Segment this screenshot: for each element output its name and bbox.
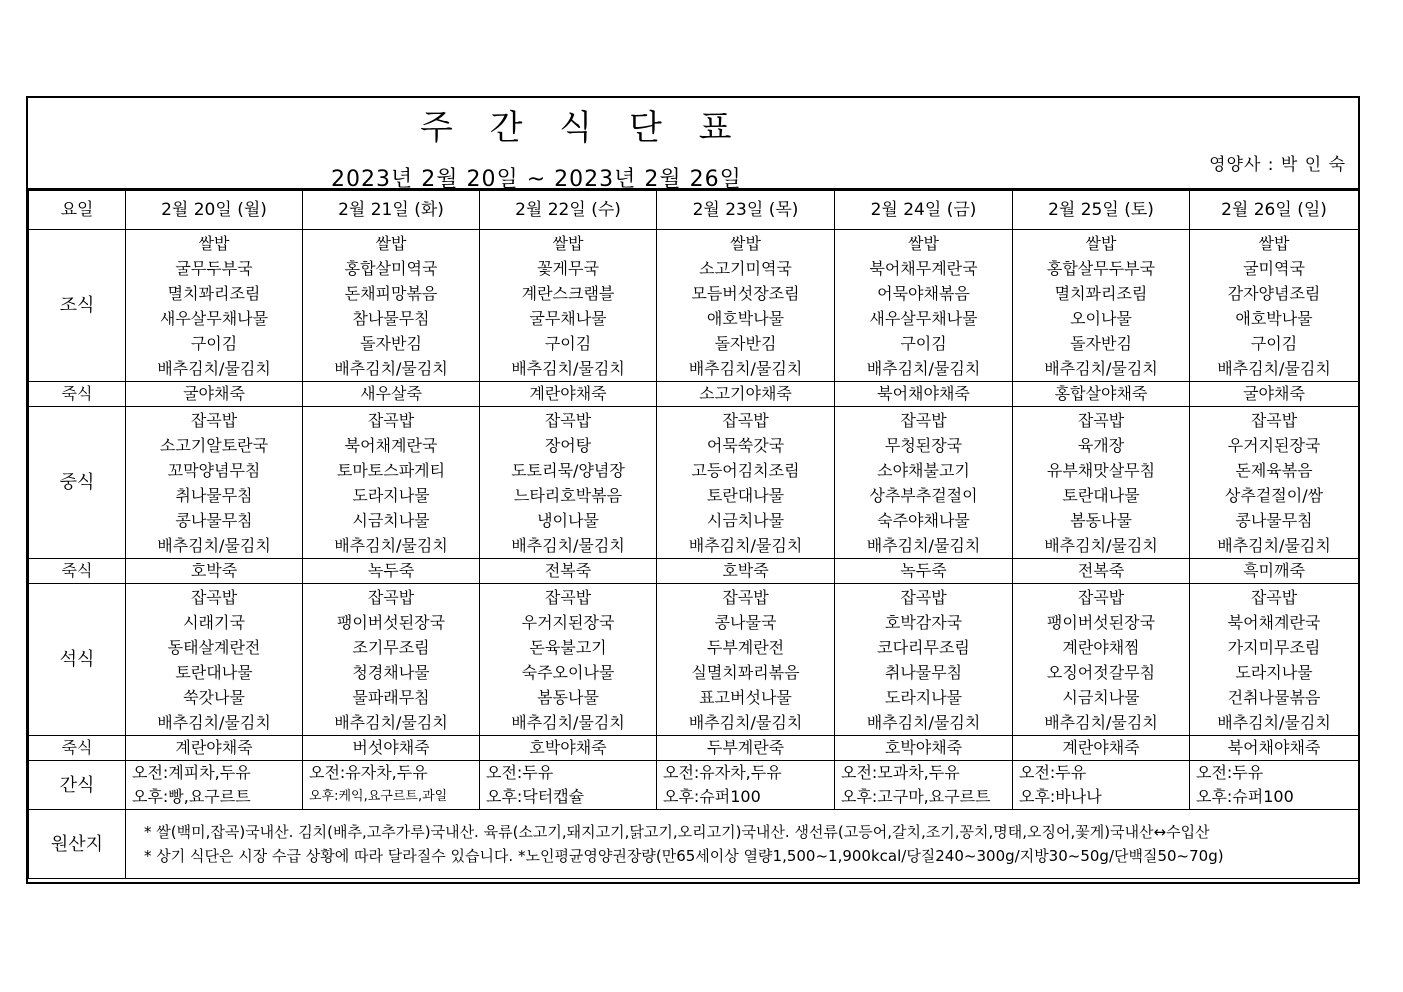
lunch-row [29, 407, 1359, 559]
menu-item: 돈제육볶음 [1235, 461, 1313, 480]
snack-pm: 오후:빵,요구르트 [132, 787, 251, 806]
menu-item: 잡곡밥 [544, 411, 592, 430]
menu-item: 잡곡밥 [900, 411, 947, 430]
menu-item: 배추김치/물김치 [688, 713, 803, 732]
porridge-item: 전복죽 [1013, 559, 1190, 584]
snack-row [29, 761, 1359, 810]
breakfast-menu [835, 230, 1013, 382]
menu-item: 어묵쑥갓국 [706, 436, 785, 455]
menu-item: 모듬버섯장조림 [691, 284, 800, 303]
menu-item: 토란대나물 [1062, 486, 1140, 505]
menu-item: 콩나물국 [714, 613, 777, 632]
menu-item: 콩나물무침 [175, 511, 253, 530]
snack-pm: 오후:바나나 [1019, 787, 1102, 806]
breakfast-label: 조식 [29, 230, 126, 382]
lunch-menu [835, 407, 1013, 559]
porridge-item: 새우살죽 [303, 382, 480, 407]
menu-item: 상추부추겉절이 [869, 486, 978, 505]
snack-am: 오전:계피차,두유 [132, 763, 251, 782]
menu-item: 실멸치꽈리볶음 [691, 663, 800, 682]
porridge-item: 계란야채죽 [480, 382, 657, 407]
page-title: 주 간 식 단 표 [420, 108, 745, 148]
snack-pm: 오후:슈퍼100 [663, 787, 761, 806]
menu-item: 배추김치/물김치 [511, 713, 625, 732]
menu-item: 배추김치/물김치 [866, 359, 981, 378]
menu-item: 시금치나물 [352, 511, 430, 530]
menu-item: 상추겉절이/쌈 [1224, 486, 1324, 505]
menu-item: 도라지나물 [1235, 663, 1313, 682]
menu-item: 물파래무침 [352, 688, 430, 707]
menu-item: 쌀밥 [730, 234, 761, 253]
menu-item: 쌀밥 [375, 234, 407, 253]
menu-item: 느타리호박볶음 [513, 486, 623, 505]
dietitian-name: 영양사 : 박 인 숙 [1209, 155, 1346, 175]
weekly-menu-table [28, 190, 1359, 879]
breakfast-porridge-label: 죽식 [29, 382, 126, 407]
menu-item: 취나물무침 [884, 663, 963, 682]
menu-item: 코다리무조림 [877, 638, 970, 657]
menu-item: 오징어젓갈무침 [1046, 663, 1156, 682]
menu-item: 잡곡밥 [190, 588, 238, 607]
menu-item: 콩나물무침 [1235, 511, 1313, 530]
menu-item: 냉이나물 [537, 511, 599, 530]
menu-item: 배추김치/물김치 [157, 359, 271, 378]
menu-item: 배추김치/물김치 [334, 536, 448, 555]
dinner-menu [835, 584, 1013, 736]
snack-pm: 오후:케익,요구르트,과일 [309, 789, 448, 804]
lunch-menu [126, 407, 303, 559]
menu-item: 잡곡밥 [544, 588, 592, 607]
menu-item: 배추김치/물김치 [511, 536, 625, 555]
snack-menu [1013, 761, 1190, 810]
porridge-item: 호박죽 [126, 559, 303, 584]
breakfast-menu [657, 230, 835, 382]
menu-item: 숙주야채나물 [877, 511, 970, 530]
lunch-menu [480, 407, 657, 559]
menu-item: 새우살무채나물 [869, 309, 978, 328]
menu-item: 배추김치/물김치 [1217, 359, 1331, 378]
menu-item: 어묵야채볶음 [877, 284, 970, 303]
lunch-porridge-row [29, 559, 1359, 584]
origin-note-line: * 쌀(백미,잡곡)국내산. 김치(배추,고추가루)국내산. 육류(소고기,돼지고기,닭고기,오리고기)국내산. 생선류(고등어,갈치,조기,꽁치,명태,오징어,꽃게)국내산↔수입산 [144, 823, 1210, 841]
menu-item: 건취나물볶음 [1227, 688, 1321, 707]
menu-item: 고등어김치조림 [691, 461, 800, 480]
menu-item: 동태살계란전 [167, 638, 261, 657]
porridge-item: 녹두죽 [303, 559, 480, 584]
snack-am: 오전:두유 [1019, 763, 1087, 782]
menu-item: 도라지나물 [884, 688, 963, 707]
menu-item: 청경채나물 [352, 663, 430, 682]
porridge-item: 두부계란죽 [657, 736, 835, 761]
snack-am: 오전:유자차,두유 [309, 763, 428, 782]
menu-item: 잡곡밥 [1250, 588, 1298, 607]
menu-item: 계란스크램블 [521, 284, 615, 303]
porridge-item: 홍합살야채죽 [1013, 382, 1190, 407]
menu-item: 돌자반김 [1070, 334, 1132, 353]
sheet-header [28, 98, 1358, 190]
snack-am: 오전:두유 [1196, 763, 1264, 782]
menu-item: 취나물무침 [175, 486, 253, 505]
menu-item: 시금치나물 [1062, 688, 1140, 707]
menu-item: 새우살무채나물 [159, 309, 269, 328]
breakfast-menu [1013, 230, 1190, 382]
menu-item: 배추김치/물김치 [1217, 536, 1331, 555]
dinner-row [29, 584, 1359, 736]
day-date: 2월 23일 (목) [657, 191, 835, 230]
menu-item: 잡곡밥 [722, 411, 769, 430]
day-label: 요일 [29, 191, 126, 230]
menu-item: 배추김치/물김치 [866, 713, 981, 732]
menu-item: 토란대나물 [706, 486, 785, 505]
menu-item: 배추김치/물김치 [334, 359, 448, 378]
menu-item: 쌀밥 [1258, 234, 1290, 253]
menu-item: 돈채피망볶음 [344, 284, 438, 303]
menu-item: 우거지된장국 [521, 613, 615, 632]
menu-item: 북어채계란국 [1227, 613, 1321, 632]
origin-notes [126, 810, 1359, 879]
breakfast-menu [1190, 230, 1359, 382]
porridge-item: 계란야채죽 [1013, 736, 1190, 761]
menu-item: 배추김치/물김치 [866, 536, 981, 555]
menu-item: 잡곡밥 [1077, 588, 1125, 607]
menu-item: 배추김치/물김치 [688, 536, 803, 555]
breakfast-menu [303, 230, 480, 382]
menu-item: 돈육불고기 [529, 638, 607, 657]
snack-menu [1190, 761, 1359, 810]
porridge-item: 굴야채죽 [126, 382, 303, 407]
snack-pm: 오후:고구마,요구르트 [841, 787, 991, 806]
menu-item: 시금치나물 [706, 511, 785, 530]
porridge-item: 소고기야채죽 [657, 382, 835, 407]
day-date: 2월 22일 (수) [480, 191, 657, 230]
menu-item: 배추김치/물김치 [334, 713, 448, 732]
snack-menu [835, 761, 1013, 810]
snack-pm: 오후:슈퍼100 [1196, 787, 1294, 806]
porridge-item: 굴야채죽 [1190, 382, 1359, 407]
menu-item: 호박감자국 [884, 613, 963, 632]
origin-label: 원산지 [29, 810, 126, 879]
porridge-item: 계란야채죽 [126, 736, 303, 761]
menu-item: 배추김치/물김치 [1044, 359, 1158, 378]
snack-label: 간식 [29, 761, 126, 810]
menu-item: 꽃게무국 [537, 259, 599, 278]
dinner-menu [126, 584, 303, 736]
menu-item: 잡곡밥 [1077, 411, 1125, 430]
lunch-menu [303, 407, 480, 559]
snack-menu [303, 761, 480, 810]
snack-menu [126, 761, 303, 810]
menu-item: 두부계란전 [706, 638, 785, 657]
menu-item: 시래기국 [183, 613, 245, 632]
porridge-item: 흑미깨죽 [1190, 559, 1359, 584]
menu-item: 굴미역국 [1243, 259, 1305, 278]
snack-am: 오전:유자차,두유 [663, 763, 782, 782]
menu-item: 멸치꽈리조림 [167, 284, 261, 303]
day-date: 2월 21일 (화) [303, 191, 480, 230]
menu-item: 우거지된장국 [1227, 436, 1321, 455]
menu-item: 토란대나물 [175, 663, 253, 682]
menu-item: 오이나물 [1070, 309, 1132, 328]
menu-item: 굴무두부국 [175, 259, 253, 278]
porridge-item: 북어채야채죽 [835, 382, 1013, 407]
menu-item: 배추김치/물김치 [157, 536, 271, 555]
origin-note-line: * 상기 식단은 시장 수급 상황에 따라 달라질수 있습니다. *노인평균영양권장량(만65세이상 열량1,500~1,900kcal/당질240~300g/지방30~50g/단백질50~70g) [144, 847, 1224, 865]
menu-item: 배추김치/물김치 [1044, 536, 1158, 555]
porridge-item: 호박야채죽 [835, 736, 1013, 761]
snack-am: 오전:두유 [486, 763, 554, 782]
menu-item: 구이김 [190, 334, 238, 353]
day-header-row [29, 191, 1359, 230]
dinner-menu [657, 584, 835, 736]
menu-item: 가지미무조림 [1227, 638, 1321, 657]
menu-item: 돌자반김 [714, 334, 777, 353]
menu-item: 쌀밥 [198, 234, 230, 253]
origin-row [29, 810, 1359, 879]
menu-item: 북어채무계란국 [869, 259, 978, 278]
lunch-menu [1190, 407, 1359, 559]
dinner-label: 석식 [29, 584, 126, 736]
menu-item: 조기무조림 [352, 638, 430, 657]
menu-item: 배추김치/물김치 [157, 713, 271, 732]
menu-item: 꼬막양념무침 [167, 461, 261, 480]
menu-item: 소고기미역국 [699, 259, 792, 278]
porridge-item: 북어채야채죽 [1190, 736, 1359, 761]
menu-item: 봄동나물 [537, 688, 599, 707]
menu-item: 육개장 [1077, 436, 1125, 455]
day-date: 2월 24일 (금) [835, 191, 1013, 230]
menu-item: 돌자반김 [360, 334, 422, 353]
lunch-menu [657, 407, 835, 559]
menu-item: 계란야채찜 [1062, 638, 1140, 657]
porridge-item: 녹두죽 [835, 559, 1013, 584]
menu-item: 소야채불고기 [877, 461, 970, 480]
day-date: 2월 25일 (토) [1013, 191, 1190, 230]
porridge-item: 버섯야채죽 [303, 736, 480, 761]
menu-item: 애호박나물 [706, 309, 785, 328]
menu-item: 잡곡밥 [722, 588, 769, 607]
porridge-item: 전복죽 [480, 559, 657, 584]
menu-item: 북어채계란국 [344, 436, 438, 455]
menu-item: 숙주오이나물 [521, 663, 615, 682]
menu-item: 잡곡밥 [367, 588, 415, 607]
porridge-item: 호박죽 [657, 559, 835, 584]
menu-item: 홍합살미역국 [344, 259, 438, 278]
menu-item: 배추김치/물김치 [511, 359, 625, 378]
menu-item: 구이김 [544, 334, 592, 353]
menu-item: 토마토스파게티 [336, 461, 446, 480]
lunch-porridge-label: 죽식 [29, 559, 126, 584]
menu-item: 굴무채나물 [529, 309, 607, 328]
dinner-porridge-label: 죽식 [29, 736, 126, 761]
dinner-menu [480, 584, 657, 736]
menu-item: 장어탕 [544, 436, 592, 455]
snack-menu [480, 761, 657, 810]
dinner-menu [1190, 584, 1359, 736]
breakfast-porridge-row [29, 382, 1359, 407]
menu-item: 표고버섯나물 [699, 688, 792, 707]
dinner-menu [303, 584, 480, 736]
menu-item: 감자양념조림 [1227, 284, 1321, 303]
breakfast-row [29, 230, 1359, 382]
menu-item: 배추김치/물김치 [1217, 713, 1331, 732]
menu-item: 애호박나물 [1235, 309, 1313, 328]
snack-am: 오전:모과차,두유 [841, 763, 960, 782]
dinner-menu [1013, 584, 1190, 736]
menu-item: 홍합살무두부국 [1046, 259, 1156, 278]
menu-item: 소고기알토란국 [159, 436, 269, 455]
menu-item: 쌀밥 [908, 234, 939, 253]
snack-menu [657, 761, 835, 810]
menu-item: 잡곡밥 [900, 588, 947, 607]
snack-pm: 오후:닥터캡슐 [486, 787, 585, 806]
breakfast-menu [126, 230, 303, 382]
day-date: 2월 26일 (일) [1190, 191, 1359, 230]
menu-item: 배추김치/물김치 [1044, 713, 1158, 732]
menu-item: 멸치꽈리조림 [1054, 284, 1148, 303]
menu-item: 참나물무침 [352, 309, 430, 328]
menu-item: 도토리묵/양념장 [511, 461, 625, 480]
dinner-porridge-row [29, 736, 1359, 761]
menu-item: 잡곡밥 [1250, 411, 1298, 430]
menu-item: 쑥갓나물 [183, 688, 245, 707]
menu-item: 팽이버섯된장국 [1046, 613, 1156, 632]
menu-item: 쌀밥 [1085, 234, 1117, 253]
day-date: 2월 20일 (월) [126, 191, 303, 230]
menu-sheet [26, 96, 1360, 884]
menu-item: 무청된장국 [884, 436, 963, 455]
lunch-menu [1013, 407, 1190, 559]
menu-item: 도라지나물 [352, 486, 430, 505]
menu-item: 잡곡밥 [190, 411, 238, 430]
menu-period: 2023년 2월 20일 ~ 2023년 2월 26일 [331, 167, 742, 192]
menu-item: 잡곡밥 [367, 411, 415, 430]
menu-item: 구이김 [1250, 334, 1298, 353]
breakfast-menu [480, 230, 657, 382]
menu-item: 팽이버섯된장국 [336, 613, 446, 632]
menu-item: 구이김 [900, 334, 947, 353]
lunch-label: 중식 [29, 407, 126, 559]
menu-item: 배추김치/물김치 [688, 359, 803, 378]
menu-item: 봄동나물 [1070, 511, 1132, 530]
porridge-item: 호박야채죽 [480, 736, 657, 761]
menu-item: 쌀밥 [552, 234, 584, 253]
menu-item: 유부채맛살무침 [1046, 461, 1156, 480]
